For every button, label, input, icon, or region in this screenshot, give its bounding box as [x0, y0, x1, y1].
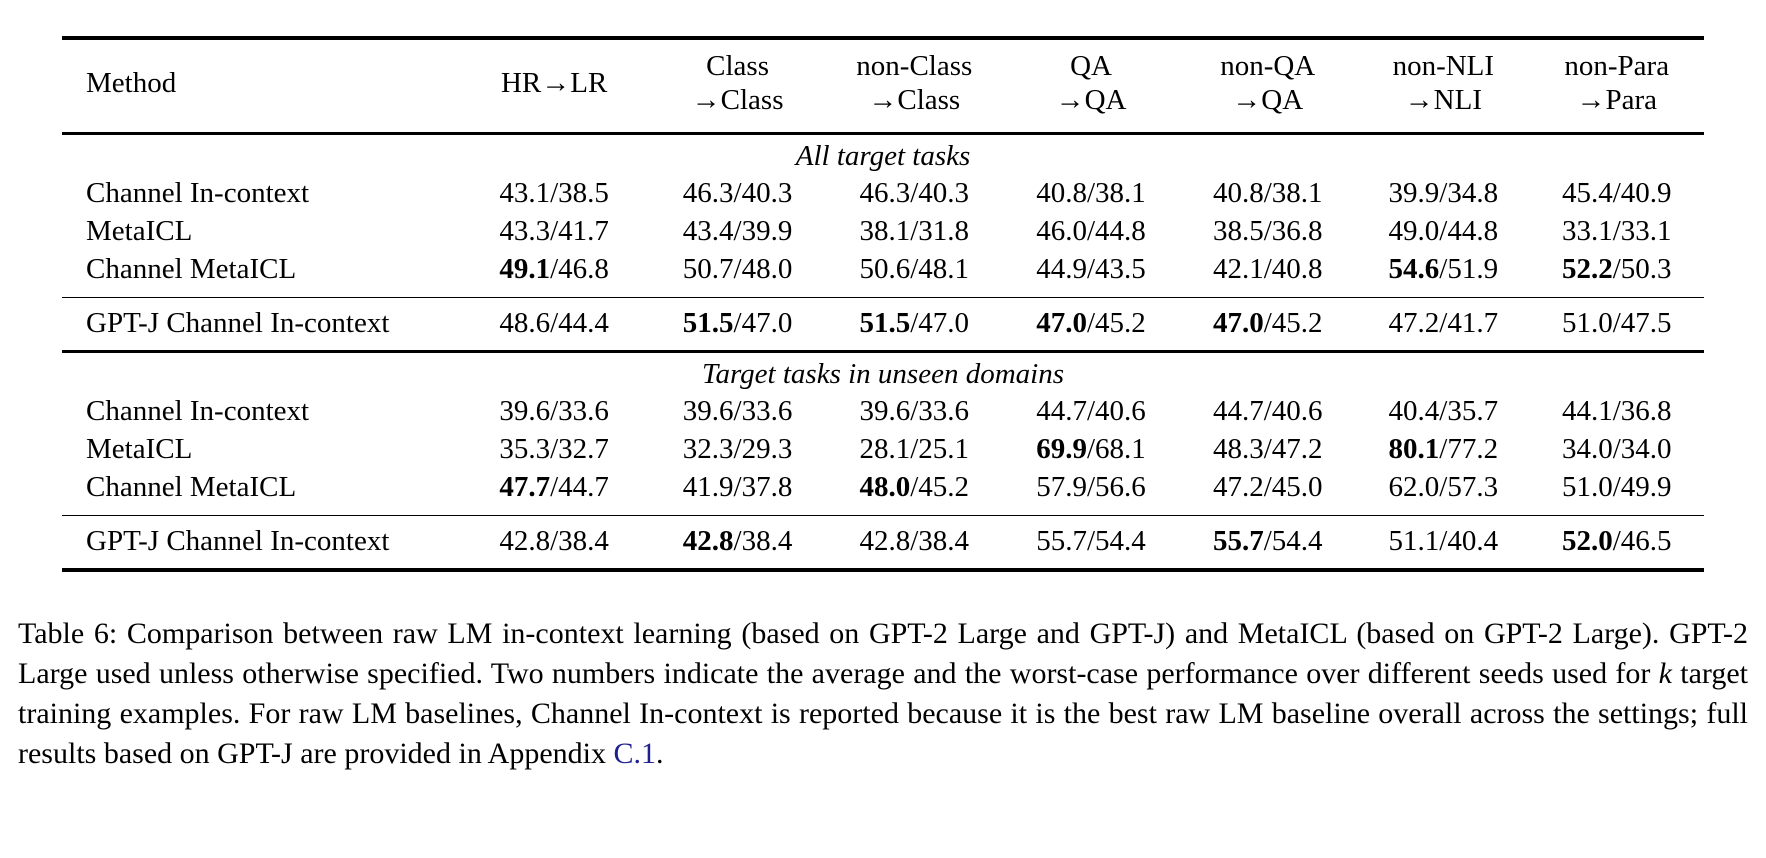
- method-cell: GPT-J Channel In-context: [86, 524, 390, 557]
- score-value: /68.1: [1086, 432, 1146, 465]
- score-cell: [1357, 393, 1529, 431]
- score-cell: [1357, 251, 1529, 298]
- score-value: /45.2: [910, 470, 970, 503]
- column-header-line1: non-NLI: [1392, 50, 1495, 82]
- best-score: 47.0: [1212, 306, 1264, 339]
- score-value: 47.2/41.7: [1388, 306, 1499, 339]
- column-header-line2: →Class: [691, 83, 784, 116]
- header-row: [62, 38, 1704, 133]
- score-value: 40.4/35.7: [1388, 394, 1499, 427]
- score-cell: [650, 469, 824, 516]
- column-header-line2: →NLI: [1404, 83, 1482, 116]
- score-value: 44.1/36.8: [1561, 394, 1672, 427]
- score-cell: [458, 213, 650, 251]
- score-cell: [458, 175, 650, 213]
- score-value: 51.1/40.4: [1388, 524, 1499, 557]
- score-cell: [1178, 175, 1357, 213]
- score-cell: [650, 175, 824, 213]
- score-value: /46.8: [550, 252, 609, 285]
- score-value: 34.0/34.0: [1561, 432, 1672, 465]
- score-value: 51.0/47.5: [1561, 306, 1672, 339]
- score-cell: [650, 431, 824, 469]
- column-header-line2: →QA: [1232, 83, 1304, 116]
- table-body: [62, 133, 1704, 570]
- results-table: [62, 36, 1704, 572]
- score-cell: [1178, 515, 1357, 570]
- score-cell: [458, 251, 650, 298]
- method-cell: Channel MetaICL: [86, 252, 297, 285]
- score-cell: [1004, 515, 1178, 570]
- score-cell: [825, 251, 1004, 298]
- column-header-line1: Method: [86, 66, 177, 99]
- score-value: 43.4/39.9: [682, 214, 793, 247]
- method-cell: MetaICL: [86, 432, 193, 465]
- score-value: /50.3: [1612, 252, 1672, 285]
- score-cell: [458, 515, 650, 570]
- score-value: 28.1/25.1: [859, 432, 970, 465]
- best-score: 51.5: [859, 306, 911, 339]
- score-cell: [1529, 297, 1704, 351]
- score-value: 51.0/49.9: [1561, 470, 1672, 503]
- score-value: 46.0/44.8: [1036, 214, 1146, 247]
- score-value: 57.9/56.6: [1036, 470, 1146, 503]
- score-cell: [1178, 297, 1357, 351]
- score-value: 49.0/44.8: [1388, 214, 1499, 247]
- score-cell: [825, 213, 1004, 251]
- score-value: 35.3/32.7: [499, 432, 609, 465]
- table-row: [62, 251, 1704, 298]
- table-header: [62, 38, 1704, 133]
- score-cell: [1357, 515, 1529, 570]
- score-cell: [825, 393, 1004, 431]
- score-value: /45.2: [1086, 306, 1146, 339]
- score-cell: [1178, 213, 1357, 251]
- method-cell: MetaICL: [86, 214, 193, 247]
- score-value: /51.9: [1439, 252, 1499, 285]
- score-cell: [1178, 469, 1357, 516]
- method-cell: Channel In-context: [86, 394, 310, 427]
- column-header-line2: →Class: [868, 83, 961, 116]
- score-cell: [458, 297, 650, 351]
- best-score: 80.1: [1388, 432, 1440, 465]
- caption-text-end: .: [656, 737, 664, 770]
- best-score: 42.8: [682, 524, 734, 557]
- score-cell: [1004, 213, 1178, 251]
- score-value: 62.0/57.3: [1388, 470, 1499, 503]
- method-cell: Channel In-context: [86, 176, 310, 209]
- score-cell: [1004, 297, 1178, 351]
- score-value: 43.3/41.7: [499, 214, 609, 247]
- score-value: 44.9/43.5: [1036, 252, 1146, 285]
- score-cell: [1529, 469, 1704, 516]
- method-cell: GPT-J Channel In-context: [86, 306, 390, 339]
- table-row: [62, 213, 1704, 251]
- score-value: 46.3/40.3: [682, 176, 793, 209]
- score-value: /44.7: [550, 470, 609, 503]
- score-cell: [825, 175, 1004, 213]
- score-value: /47.0: [910, 306, 970, 339]
- score-value: 33.1/33.1: [1561, 214, 1672, 247]
- column-header: [1529, 38, 1704, 133]
- score-value: 39.6/33.6: [499, 394, 609, 427]
- best-score: 69.9: [1036, 432, 1087, 465]
- column-header: [1004, 38, 1178, 133]
- table-row: [62, 175, 1704, 213]
- score-cell: [1004, 251, 1178, 298]
- score-cell: [650, 251, 824, 298]
- score-cell: [650, 393, 824, 431]
- results-table-container: [62, 36, 1704, 572]
- column-header: [62, 38, 458, 133]
- score-value: 41.9/37.8: [682, 470, 793, 503]
- score-value: 48.6/44.4: [499, 306, 609, 339]
- score-cell: [1529, 431, 1704, 469]
- score-value: 40.8/38.1: [1212, 176, 1323, 209]
- score-value: 44.7/40.6: [1036, 394, 1146, 427]
- section-title-row: [62, 351, 1704, 393]
- column-header: [1178, 38, 1357, 133]
- score-value: 32.3/29.3: [682, 432, 793, 465]
- score-value: 39.6/33.6: [682, 394, 793, 427]
- score-value: /47.0: [733, 306, 793, 339]
- score-value: 50.6/48.1: [859, 252, 970, 285]
- best-score: 49.1: [499, 252, 551, 285]
- score-value: 39.9/34.8: [1388, 176, 1499, 209]
- caption-text-part1: Table 6: Comparison between raw LM in-context learning (based on GPT-2 Large and GPT-J) and MetaICL (based on GPT-2 Large). GPT-2 Large used unless otherwise specified. Two numbers indicate the average and the worst-case performance over different seeds used for: [18, 617, 1748, 690]
- best-score: 48.0: [859, 470, 911, 503]
- column-header-line1: non-Class: [856, 50, 973, 82]
- score-value: 45.4/40.9: [1561, 176, 1672, 209]
- score-cell: [1357, 213, 1529, 251]
- score-cell: [1178, 431, 1357, 469]
- score-cell: [1004, 431, 1178, 469]
- score-value: 40.8/38.1: [1036, 176, 1146, 209]
- best-score: 55.7: [1212, 524, 1264, 557]
- score-value: 42.1/40.8: [1212, 252, 1323, 285]
- column-header-line2: →Para: [1576, 83, 1657, 116]
- score-value: /77.2: [1439, 432, 1499, 465]
- score-cell: [825, 469, 1004, 516]
- score-value: 38.5/36.8: [1212, 214, 1323, 247]
- best-score: 47.7: [499, 470, 551, 503]
- caption-text-part2: target training examples. For raw LM baselines, Channel In-context is reported because it is the best raw LM baseline overall across the settings; full results based on GPT-J are provided in Appendix: [18, 657, 1749, 770]
- column-header-line1: Class: [706, 50, 769, 82]
- best-score: 47.0: [1036, 306, 1087, 339]
- score-cell: [1178, 251, 1357, 298]
- column-header: [458, 38, 650, 133]
- table-row: [62, 469, 1704, 516]
- score-value: 55.7/54.4: [1036, 524, 1146, 557]
- score-value: /38.4: [733, 524, 793, 557]
- score-cell: [1357, 431, 1529, 469]
- score-cell: [1529, 251, 1704, 298]
- score-value: 42.8/38.4: [499, 524, 609, 557]
- score-value: /45.2: [1263, 306, 1323, 339]
- score-value: 48.3/47.2: [1212, 432, 1323, 465]
- best-score: 52.0: [1561, 524, 1613, 557]
- score-value: 50.7/48.0: [682, 252, 793, 285]
- score-cell: [1529, 213, 1704, 251]
- gptj-table-row: [62, 515, 1704, 570]
- score-value: 39.6/33.6: [859, 394, 970, 427]
- score-cell: [1529, 175, 1704, 213]
- score-value: /46.5: [1612, 524, 1672, 557]
- score-value: /54.4: [1263, 524, 1323, 557]
- score-cell: [825, 431, 1004, 469]
- score-cell: [1004, 175, 1178, 213]
- score-value: 43.1/38.5: [499, 176, 609, 209]
- gptj-table-row: [62, 297, 1704, 351]
- score-value: 46.3/40.3: [859, 176, 970, 209]
- score-cell: [825, 297, 1004, 351]
- score-cell: [650, 515, 824, 570]
- best-score: 51.5: [682, 306, 734, 339]
- best-score: 54.6: [1388, 252, 1440, 285]
- column-header-line2: →QA: [1055, 83, 1127, 116]
- score-cell: [1529, 393, 1704, 431]
- score-cell: [1004, 469, 1178, 516]
- score-cell: [1529, 515, 1704, 570]
- score-cell: [1357, 297, 1529, 351]
- score-value: 47.2/45.0: [1212, 470, 1323, 503]
- column-header: [1357, 38, 1529, 133]
- score-cell: [1178, 393, 1357, 431]
- best-score: 52.2: [1561, 252, 1613, 285]
- score-cell: [650, 213, 824, 251]
- score-cell: [825, 515, 1004, 570]
- method-cell: Channel MetaICL: [86, 470, 297, 503]
- column-header: [825, 38, 1004, 133]
- score-value: 38.1/31.8: [859, 214, 970, 247]
- table-row: [62, 393, 1704, 431]
- table-row: [62, 431, 1704, 469]
- table-caption: [18, 614, 1748, 774]
- section-title-row: [62, 133, 1704, 175]
- score-cell: [1004, 393, 1178, 431]
- score-cell: [1357, 469, 1529, 516]
- score-value: 44.7/40.6: [1212, 394, 1323, 427]
- score-cell: [650, 297, 824, 351]
- score-cell: [458, 469, 650, 516]
- appendix-link[interactable]: C.1: [613, 737, 656, 770]
- section-title: All target tasks: [795, 139, 971, 172]
- caption-k-symbol: k: [1658, 657, 1672, 690]
- column-header-line1: non-Para: [1564, 50, 1670, 82]
- score-cell: [1357, 175, 1529, 213]
- score-cell: [458, 393, 650, 431]
- column-header-line1: QA: [1070, 50, 1112, 82]
- score-value: 42.8/38.4: [859, 524, 970, 557]
- column-header-line1: HR→LR: [500, 66, 608, 99]
- column-header: [650, 38, 824, 133]
- column-header-line1: non-QA: [1220, 50, 1316, 82]
- section-title: Target tasks in unseen domains: [702, 357, 1064, 390]
- score-cell: [458, 431, 650, 469]
